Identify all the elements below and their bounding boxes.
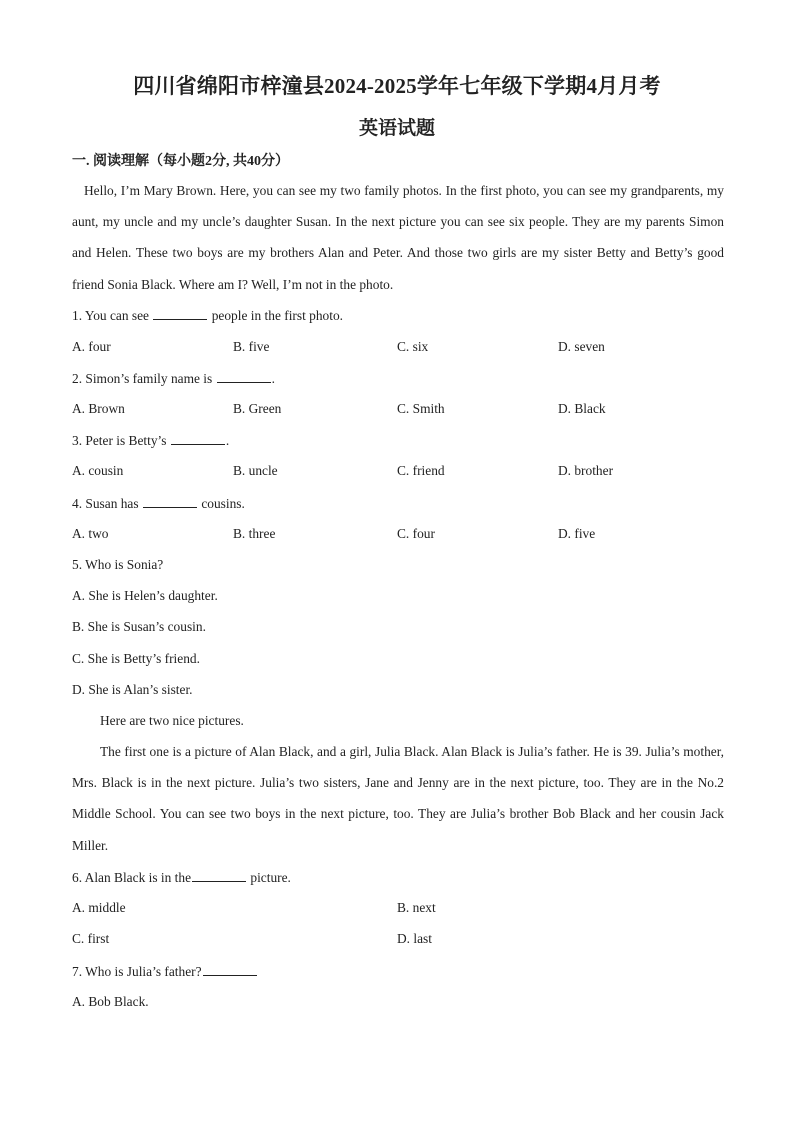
answer-blank [203, 963, 257, 976]
option-5b: B. She is Susan’s cousin. [72, 619, 206, 634]
answer-blank [143, 495, 197, 508]
option-2b: B. Green [233, 401, 282, 416]
option-5c: C. She is Betty’s friend. [72, 651, 200, 666]
exam-subtitle: 英语试题 [358, 118, 435, 139]
answer-blank [192, 869, 246, 882]
question-2-post: . [271, 371, 275, 386]
question-5: 5. Who is Sonia? [72, 557, 164, 572]
option-2a: A. Brown [72, 401, 125, 416]
option-6a: A. middle [72, 900, 126, 915]
option-6d: D. last [397, 931, 432, 946]
option-5d: D. She is Alan’s sister. [72, 682, 193, 697]
question-6 [72, 869, 291, 886]
option-5a: A. She is Helen’s daughter. [72, 588, 218, 603]
question-6-post: picture. [250, 870, 291, 885]
question-2 [72, 370, 275, 387]
question-1-pre: 1. You can see [72, 308, 149, 323]
section-heading: 一. 阅读理解（每小题2分, 共40分） [72, 154, 289, 169]
question-6-pre: 6. Alan Black is in the [72, 870, 192, 885]
answer-blank [153, 307, 207, 320]
question-3-post: . [225, 433, 230, 448]
question-1 [72, 307, 343, 324]
option-2d: D. Black [558, 401, 606, 416]
question-4-pre: 4. Susan has [72, 496, 139, 511]
option-1d: D. seven [558, 339, 605, 354]
answer-blank [217, 370, 271, 383]
option-7a: A. Bob Black. [72, 994, 149, 1009]
option-1b: B. five [233, 339, 270, 354]
question-2-pre: 2. Simon’s family name is [72, 371, 213, 386]
passage-1: Hello, I’m Mary Brown. Here, you can see my two family photos. In the first photo, you can see my grandparents, my aunt, my uncle and my uncle’s daughter Susan. In the next picture you can see six people. They are my parents Simon and Helen. These two boys are my brothers Alan and Peter. And those two girls are my sister Betty and Betty’s good friend Sonia Black. Where am I? Well, I’m not in the photo. [72, 183, 724, 292]
question-7 [72, 963, 258, 980]
option-4c: C. four [397, 526, 435, 541]
option-6b: B. next [397, 900, 436, 915]
answer-blank [171, 432, 225, 445]
question-7-pre: 7. Who is Julia’s father? [72, 964, 202, 979]
option-4a: A. two [72, 526, 109, 541]
question-4 [72, 495, 245, 512]
question-3 [72, 432, 229, 449]
option-6c: C. first [72, 931, 110, 946]
question-3-pre: 3. Peter is Betty’s [72, 433, 167, 448]
option-3b: B. uncle [233, 463, 278, 478]
option-3d: D. brother [558, 463, 614, 478]
option-1a: A. four [72, 339, 111, 354]
option-4b: B. three [233, 526, 276, 541]
passage-2-intro: Here are two nice pictures. [100, 713, 244, 728]
exam-title: 四川省绵阳市梓潼县2024-2025学年七年级下学期4月月考 [133, 74, 661, 98]
passage-2: The first one is a picture of Alan Black, and a girl, Julia Black. Alan Black is Julia’s father. He is 39. Julia’s mother, Mrs. Black is in the next picture. Julia’s two sisters, Jane and Jenny are in the next picture, too. They are in the No.2 Middle School. You can see two boys in the next picture, too. They are Julia’s brother Bob Black and her cousin Jack Miller. [72, 744, 724, 853]
option-2c: C. Smith [397, 401, 445, 416]
question-4-post: cousins. [201, 496, 245, 511]
question-1-post: people in the first photo. [211, 308, 343, 323]
option-1c: C. six [397, 339, 429, 354]
option-3a: A. cousin [72, 463, 124, 478]
option-4d: D. five [558, 526, 596, 541]
option-3c: C. friend [397, 463, 445, 478]
